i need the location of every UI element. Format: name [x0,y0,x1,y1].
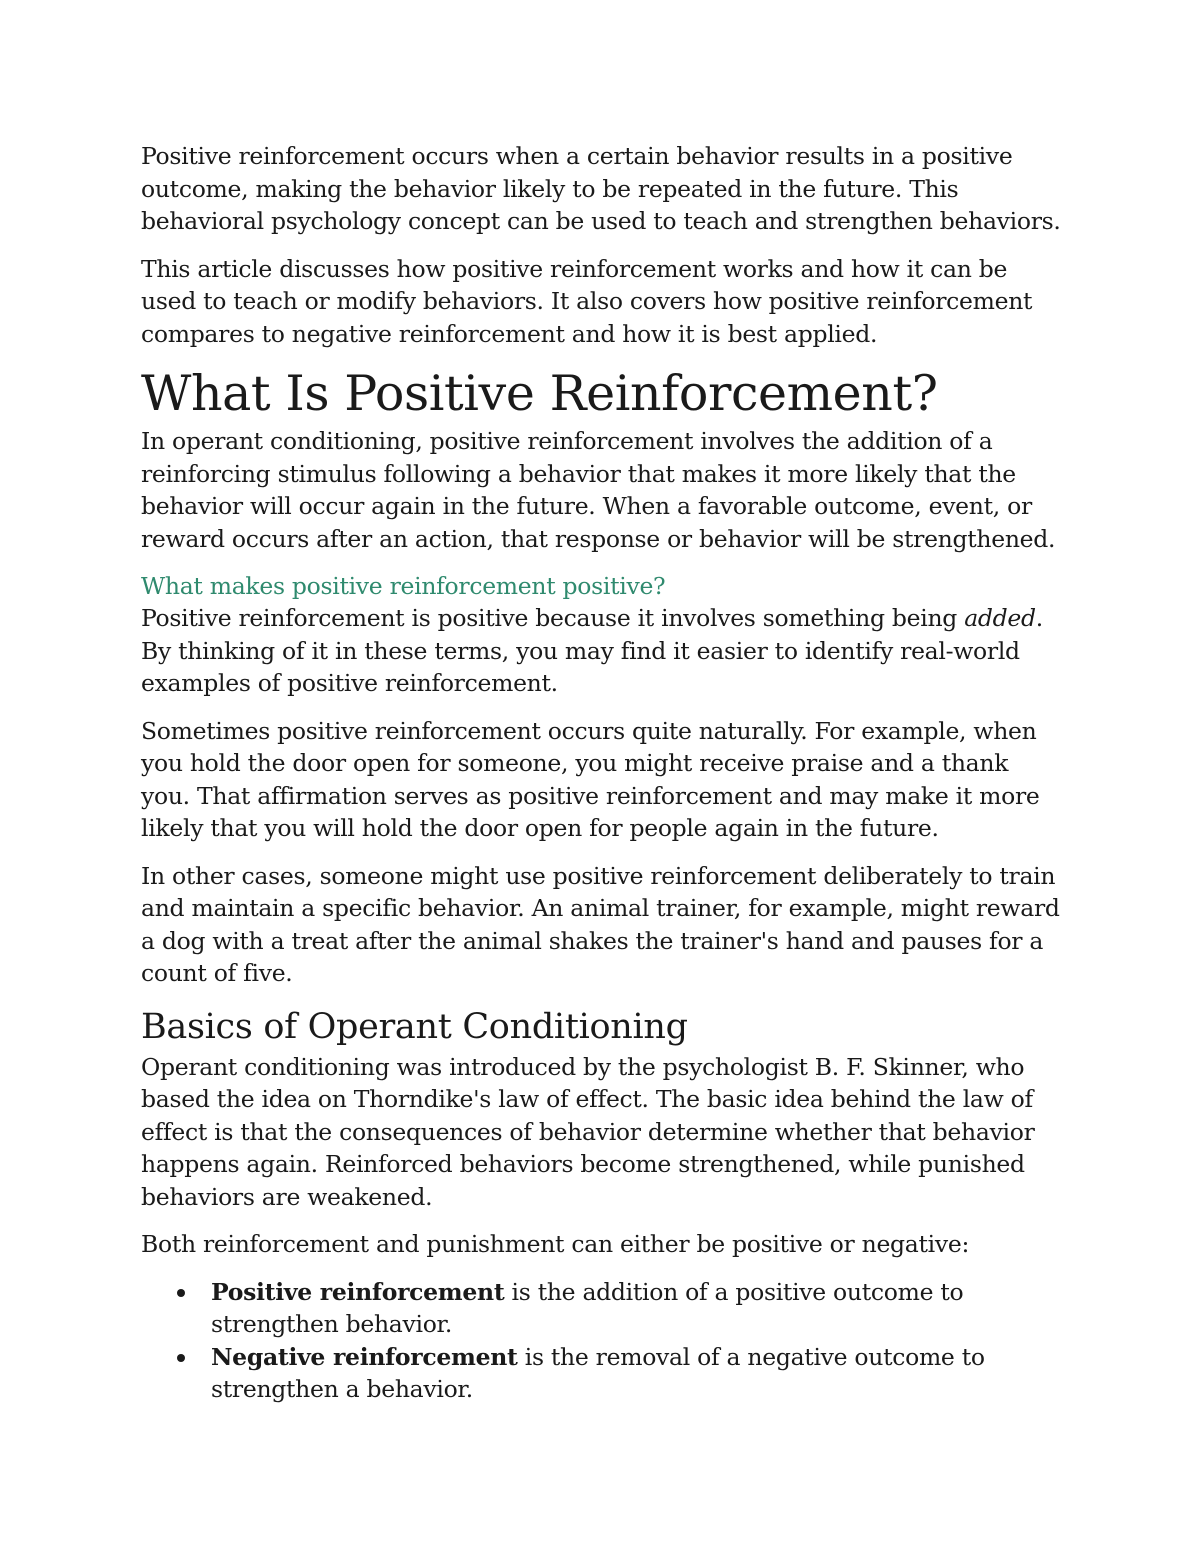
list-item-text: is the addition of a positive outcome to strengthen behavior. [211,1277,964,1338]
document-page [141,140,1061,1406]
section1-paragraph-3: Sometimes positive reinforcement occurs quite naturally. For example, when you hold the door open for someone, you might receive praise and a thank you. That affirmation serves as positive reinforcement and may make it more likely that you will hold the door open for people again in the future. [141,716,1040,842]
section2-paragraph-1: Operant conditioning was introduced by the psychologist B. F. Skinner, who based the idea on Thorndike's law of effect. The basic idea behind the law of effect is that the consequences of behavior determine whether that behavior happens again. Reinforced behaviors become strengthened, while punished behaviors are weakened. [141,1052,1035,1211]
p2-text-before: Positive reinforcement is positive because it involves something being [141,604,965,632]
list-item [211,1276,1061,1341]
subheading-what-makes-positive: What makes positive reinforcement positive? [141,572,666,600]
bullet-icon [177,1289,185,1297]
section2-paragraph-2: Both reinforcement and punishment can either be positive or negative: [141,1230,970,1258]
reinforcement-list [141,1276,1061,1406]
bullet-icon [177,1354,185,1362]
p2-emphasis-added: added [964,604,1036,632]
section1-paragraph-1: In operant conditioning, positive reinforcement involves the addition of a reinforcing stimulus following a behavior that makes it more likely that the behavior will occur again in the future. When a favorable outcome, event, or reward occurs after an action, that response or behavior will be strengthened. [141,427,1056,553]
list-item [211,1341,1061,1406]
list-item-text: is the removal of a negative outcome to strengthen a behavior. [211,1342,985,1403]
list-item-term: Positive reinforcement [211,1277,505,1306]
intro-paragraph-1: Positive reinforcement occurs when a certain behavior results in a positive outcome, making the behavior likely to be repeated in the future. This behavioral psychology concept can be used to teach and strengthen behaviors. [141,142,1061,235]
section-heading-basics-operant-conditioning: Basics of Operant Conditioning [141,1006,688,1047]
section1-paragraph-2 [141,602,1061,700]
section-heading-what-is-positive-reinforcement: What Is Positive Reinforcement? [141,365,938,422]
intro-paragraph-2: This article discusses how positive reinforcement works and how it can be used to teach or modify behaviors. It also covers how positive reinforcement compares to negative reinforcement and how it is best applied. [141,254,1033,348]
p2-text-after: . By thinking of it in these terms, you may find it easier to identify real-world examples of positive reinforcement. [141,604,1043,697]
list-item-term: Negative reinforcement [211,1342,518,1371]
section1-paragraph-4: In other cases, someone might use positive reinforcement deliberately to train and maintain a specific behavior. An animal trainer, for example, might reward a dog with a treat after the animal shakes the trainer's hand and pauses for a count of five. [141,861,1060,987]
